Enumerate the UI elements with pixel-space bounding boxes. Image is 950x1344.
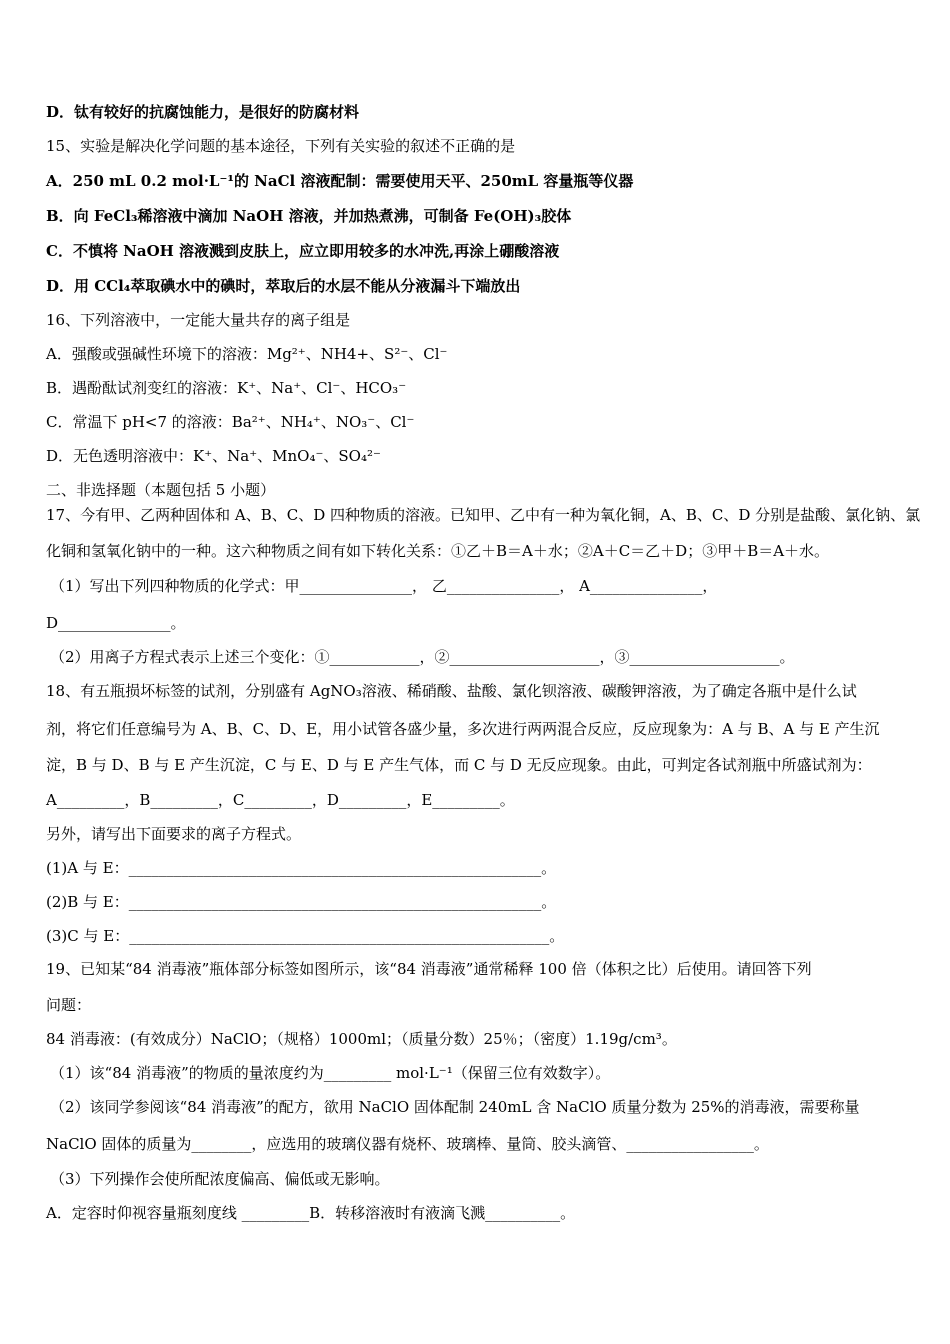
q17-stem-line2: 化铜和氢氧化钠中的一种。这六种物质之间有如下转化关系：①乙＋B＝A＋水；②A＋C＝乙＋D；③甲＋B＝A＋水。	[46, 542, 830, 560]
q19-part2: （2）该同学参阅该“84 消毒液”的配方，欲用 NaClO 固体配制 240mL 含 NaClO 质量分数为 25%的消毒液，需要称量	[50, 1098, 860, 1116]
q19-label: 84 消毒液：(有效成分）NaClO；（规格）1000ml；（质量分数）25％；（密度）1.19g/cm³。	[46, 1030, 677, 1048]
section-heading: 二、非选择题（本题包括 5 小题）	[46, 481, 276, 499]
q15-stem: 15、实验是解决化学问题的基本途径，下列有关实验的叙述不正确的是	[46, 137, 516, 155]
q16-option-b: B．遇酚酞试剂变红的溶液：K⁺、Na⁺、Cl⁻、HCO₃⁻	[46, 379, 407, 397]
q15-option-c: C．不慎将 NaOH 溶液溅到皮肤上，应立即用较多的水冲洗,再涂上硼酸溶液	[46, 242, 560, 260]
q19-part1: （1）该“84 消毒液”的物质的量浓度约为_________ mol·L⁻¹（保留三位有效数字）。	[50, 1064, 611, 1082]
q18-eq-2: (2)B 与 E：_______________________________________________________。	[46, 893, 557, 911]
q17-stem-line1: 17、今有甲、乙两种固体和 A、B、C、D 四种物质的溶液。已知甲、乙中有一种为氧化铜，A、B、C、D 分别是盐酸、氯化钠、氯	[46, 506, 921, 524]
q19-stem-line2: 问题：	[46, 996, 92, 1014]
q16-stem: 16、下列溶液中，一定能大量共存的离子组是	[46, 311, 351, 329]
q16-option-d: D．无色透明溶液中：K⁺、Na⁺、MnO₄⁻、SO₄²⁻	[46, 447, 381, 465]
q14-option-d: D．钛有较好的抗腐蚀能力，是很好的防腐材料	[46, 103, 360, 121]
q19-part2-cont: NaClO 固体的质量为________，应选用的玻璃仪器有烧杯、玻璃棒、量筒、胶头滴管、_________________。	[46, 1135, 769, 1153]
q16-option-c: C．常温下 pH<7 的溶液：Ba²⁺、NH₄⁺、NO₃⁻、Cl⁻	[46, 413, 415, 431]
q18-answer-blanks: A_________，B_________，C_________，D_________，E_________。	[46, 791, 515, 809]
q15-option-a: A．250 mL 0.2 mol·L⁻¹的 NaCl 溶液配制：需要使用天平、250mL 容量瓶等仪器	[46, 172, 634, 190]
q17-part1-cont: D_______________。	[46, 614, 186, 632]
q18-stem-line3: 淀，B 与 D、B 与 E 产生沉淀，C 与 E、D 与 E 产生气体，而 C 与 D 无反应现象。由此，可判定各试剂瓶中所盛试剂为：	[46, 756, 872, 774]
q16-option-a: A．强酸或强碱性环境下的溶液：Mg²⁺、NH4+、S²⁻、Cl⁻	[46, 345, 448, 363]
q17-part1: （1）写出下列四种物质的化学式：甲_______________， 乙_______________， A_______________，	[50, 577, 718, 595]
q18-stem-line2: 剂，将它们任意编号为 A、B、C、D、E，用小试管各盛少量，多次进行两两混合反应，反应现象为：A 与 B、A 与 E 产生沉	[46, 720, 880, 738]
q19-part3-options: A．定容时仰视容量瓶刻度线 _________B．转移溶液时有液滴飞溅__________。	[46, 1204, 576, 1222]
q15-option-d: D．用 CCl₄萃取碘水中的碘时，萃取后的水层不能从分液漏斗下端放出	[46, 277, 521, 295]
q19-part3: （3）下列操作会使所配浓度偏高、偏低或无影响。	[50, 1170, 390, 1188]
q18-stem-line1: 18、有五瓶损坏标签的试剂，分别盛有 AgNO₃溶液、稀硝酸、盐酸、氯化钡溶液、碳酸钾溶液，为了确定各瓶中是什么试	[46, 682, 857, 700]
q15-option-b: B．向 FeCl₃稀溶液中滴加 NaOH 溶液，并加热煮沸，可制备 Fe(OH)₃胶体	[46, 207, 572, 225]
q18-eq-1: (1)A 与 E：_______________________________________________________。	[46, 859, 557, 877]
q18-eq-3: (3)C 与 E：________________________________________________________。	[46, 927, 565, 945]
q19-stem-line1: 19、已知某“84 消毒液”瓶体部分标签如图所示，该“84 消毒液”通常稀释 100 倍（体积之比）后使用。请回答下列	[46, 960, 812, 978]
q18-instruction: 另外，请写出下面要求的离子方程式。	[46, 825, 302, 843]
q17-part2: （2）用离子方程式表示上述三个变化：①____________，②____________________，③____________________。	[50, 648, 795, 666]
